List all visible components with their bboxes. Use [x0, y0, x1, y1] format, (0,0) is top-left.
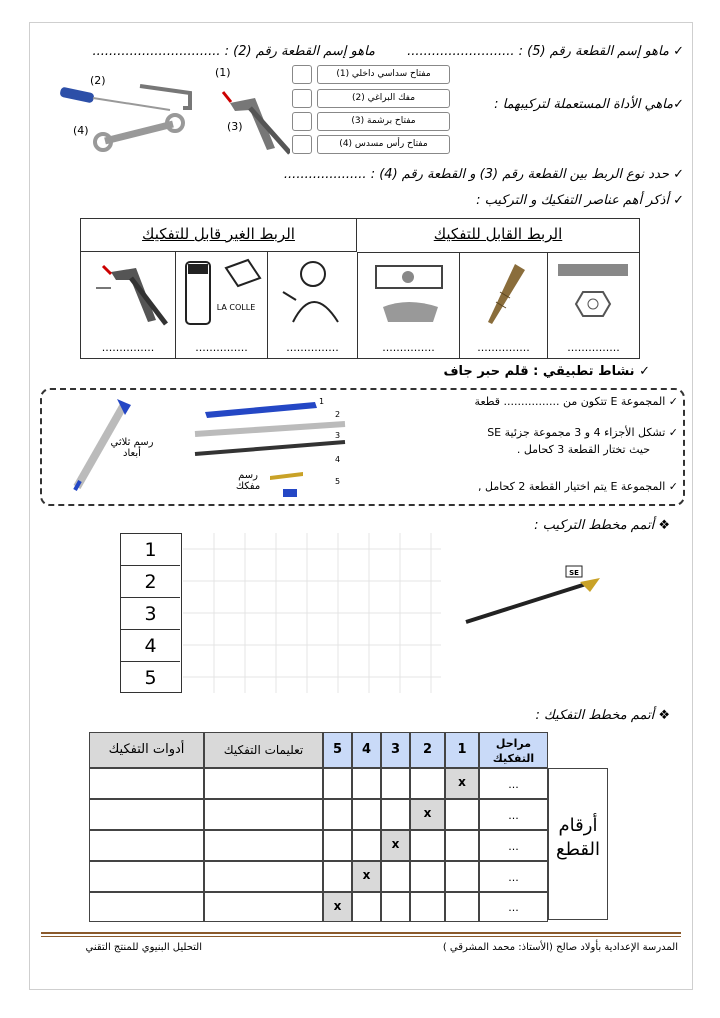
part-cell[interactable]	[352, 830, 381, 861]
answer-dots[interactable]: ...............	[195, 341, 248, 354]
tool-cell[interactable]	[89, 799, 204, 830]
tool-option-label: مفتاح رأس مسدس (4)	[317, 135, 450, 154]
part-cell[interactable]	[381, 768, 410, 799]
footer-rule	[41, 936, 681, 937]
bolt-nut-icon	[548, 252, 640, 332]
part-cell[interactable]	[323, 768, 352, 799]
tool-label-2: (2)	[90, 74, 106, 87]
part-cell[interactable]	[410, 861, 445, 892]
glue-label: LA COLLE	[216, 303, 256, 312]
instruction-cell[interactable]	[204, 799, 323, 830]
question-fastening-type: ✓ حدد نوع الربط بين القطعة رقم (3) و القطعة رقم (4) : ....................	[283, 167, 684, 182]
tool-option-2[interactable]	[292, 89, 452, 108]
stage-dots[interactable]: ...	[479, 892, 548, 922]
footer-rule	[41, 932, 681, 934]
assembly-grid[interactable]	[183, 533, 443, 693]
instruction-cell[interactable]	[204, 861, 323, 892]
part-cell[interactable]	[445, 892, 479, 922]
tool-option-4[interactable]	[292, 135, 452, 154]
instruction-cell[interactable]	[204, 768, 323, 799]
tool-label-3: (3)	[227, 120, 243, 133]
checkbox[interactable]	[292, 89, 312, 108]
x-mark-cell[interactable]: x	[445, 768, 479, 799]
part-cell[interactable]	[323, 861, 352, 892]
answer-dots[interactable]: ...............	[382, 341, 435, 354]
header-non-removable: الربط الغير قابل للتفكيك	[81, 219, 357, 252]
glue-icon	[176, 252, 268, 332]
x-mark-cell[interactable]: x	[323, 892, 352, 922]
stage-dots[interactable]: ...	[479, 861, 548, 892]
cell-bolt	[547, 252, 639, 358]
stage-dots[interactable]: ...	[479, 768, 548, 799]
label-3d: رسم ثلاثي أبعاد	[110, 437, 154, 459]
cell-welding	[267, 252, 357, 358]
tool-label-1: (1)	[215, 68, 231, 79]
pen-exploded-icon	[185, 394, 355, 504]
header-part-1: 1	[445, 732, 479, 768]
header-part-3: 3	[381, 732, 410, 768]
header-part-4: 4	[352, 732, 381, 768]
tool-cell[interactable]	[89, 861, 204, 892]
part-cell[interactable]	[352, 799, 381, 830]
answer-dots[interactable]: ...............	[101, 341, 155, 354]
part-cell[interactable]	[445, 799, 479, 830]
part-cell[interactable]	[410, 768, 445, 799]
part-cell[interactable]	[445, 861, 479, 892]
checkbox[interactable]	[292, 135, 312, 154]
part-cell[interactable]	[381, 861, 410, 892]
x-mark-cell[interactable]: x	[410, 799, 445, 830]
hex-key-icon	[140, 86, 190, 108]
se-label: SE	[569, 569, 579, 577]
se-subassembly-icon	[462, 560, 607, 628]
checkbox[interactable]	[292, 65, 312, 84]
tool-option-label: مفك البراغي (2)	[317, 89, 450, 108]
cotter-pin-icon	[358, 252, 460, 332]
part-cell[interactable]	[410, 830, 445, 861]
activity-line-2b: حيث تختار القطعة 3 كحامل .	[516, 443, 650, 456]
side-label: أرقام القطع	[556, 815, 600, 860]
assembly-title: ❖ أتمم مخطط التركيب :	[534, 518, 670, 533]
activity-title: ✓ نشاط تطبيقي : قلم حبر جاف	[443, 364, 650, 379]
part-cell[interactable]	[381, 799, 410, 830]
welding-icon	[268, 252, 358, 332]
answer-dots[interactable]: ...............	[567, 341, 620, 354]
assembly-number: 1	[121, 534, 180, 566]
footer-school: المدرسة الإعدادية بأولاد صالح (الأستاذ: محمد المشرقي )	[442, 942, 678, 953]
instruction-cell[interactable]	[204, 892, 323, 922]
part-cell[interactable]	[352, 892, 381, 922]
tool-option-1[interactable]	[292, 65, 452, 84]
part-num-4: 4	[335, 455, 341, 464]
question-part-2: ماهو إسم القطعة رقم (2) : ...............................	[92, 44, 375, 59]
tool-cell[interactable]	[89, 768, 204, 799]
screwdriver-icon	[59, 87, 170, 110]
assembly-number: 3	[121, 598, 180, 630]
assembly-number: 5	[144, 667, 157, 689]
tools-illustration	[55, 68, 290, 158]
assembly-number-column	[120, 533, 182, 693]
header-stages: مراحل التفكيك	[479, 732, 548, 768]
part-num-1: 1	[319, 397, 325, 406]
part-cell[interactable]	[323, 799, 352, 830]
tool-cell[interactable]	[89, 830, 204, 861]
assembly-number: 4	[121, 630, 180, 662]
cell-glue	[175, 252, 267, 358]
question-elements: ✓ أذكر أهم عناصر التفكيك و التركيب :	[476, 193, 684, 208]
x-mark-cell[interactable]: x	[352, 861, 381, 892]
header-part-2: 2	[410, 732, 445, 768]
header-removable: الربط القابل للتفكيك	[357, 219, 639, 253]
question-part-5: ✓ ماهو إسم القطعة رقم (5) : ..........................	[407, 44, 684, 59]
part-num-2: 2	[335, 410, 341, 419]
tool-label-4: (4)	[73, 124, 89, 137]
tool-cell[interactable]	[89, 892, 204, 922]
part-cell[interactable]	[352, 768, 381, 799]
part-cell[interactable]	[323, 830, 352, 861]
tool-option-label: مفتاح سداسي داخلي (1)	[317, 65, 450, 84]
stage-dots[interactable]: ...	[479, 830, 548, 861]
header-tools: أدوات التفكيك	[89, 732, 204, 768]
activity-line-3: ✓ المجموعة E يتم اختيار القطعة 2 كحامل ,	[478, 480, 678, 493]
tool-option-3[interactable]	[292, 112, 452, 131]
side-label-box	[548, 768, 608, 920]
label-exploded: رسم مفكك	[235, 470, 261, 492]
stage-dots[interactable]: ...	[479, 799, 548, 830]
part-cell[interactable]	[410, 892, 445, 922]
answer-dots[interactable]: ...............	[286, 341, 339, 354]
tool-option-label: مفتاح برشمة (3)	[317, 112, 450, 131]
checkbox[interactable]	[292, 112, 312, 131]
x-mark-cell[interactable]: x	[381, 830, 410, 861]
header-part-5: 5	[323, 732, 352, 768]
activity-line-2a: ✓ تشكل الأجزاء 4 و 3 مجموعة جزئية SE	[487, 426, 678, 439]
cell-cotter	[357, 252, 459, 358]
part-num-3: 3	[335, 431, 341, 440]
header-instructions: تعليمات التفكيك	[204, 732, 323, 768]
fastening-table	[80, 218, 640, 359]
footer-subject: التحليل البنيوي للمنتج التقني	[85, 942, 202, 953]
activity-line-1: ✓ المجموعة E تتكون من ................ قطعة	[474, 395, 678, 408]
answer-dots[interactable]: ...............	[477, 341, 530, 354]
rivet-tool-icon	[81, 252, 175, 332]
part-num-5: 5	[335, 477, 341, 486]
cell-rivet	[81, 252, 175, 358]
question-tool: ✓ماهي الأداة المستعملة لتركيبهما :	[494, 97, 684, 112]
disassembly-title: ❖ أتمم مخطط التفكيك :	[535, 708, 670, 723]
cell-screw	[459, 252, 547, 358]
part-cell[interactable]	[381, 892, 410, 922]
instruction-cell[interactable]	[204, 830, 323, 861]
part-cell[interactable]	[445, 830, 479, 861]
wrench-icon	[95, 115, 183, 150]
screw-icon	[460, 252, 548, 332]
assembly-number: 2	[121, 566, 180, 598]
